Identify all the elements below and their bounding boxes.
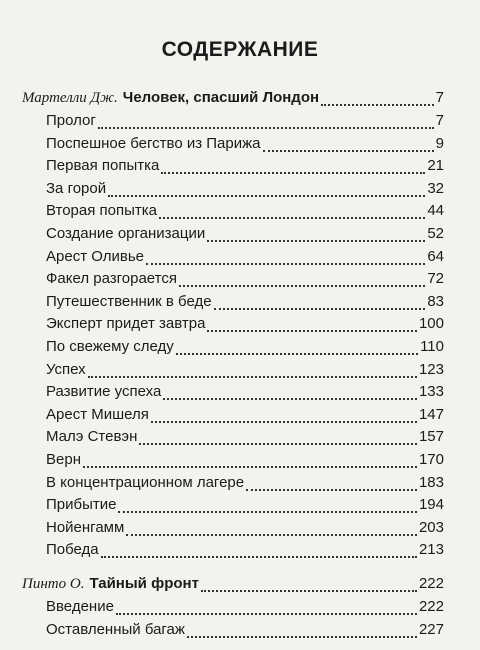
dot-leader [118,497,417,513]
toc-entry[interactable] [46,133,444,155]
page-number: 222 [418,598,444,615]
entry-title: Малэ Стевэн [46,428,138,446]
entry-title: Первая попытка [46,157,160,175]
toc-entry[interactable] [46,449,444,471]
toc-entry[interactable] [46,178,444,200]
toc-entry[interactable] [46,155,444,177]
page-number: 72 [427,270,444,288]
work-title: Тайный фронт [89,575,199,592]
entry-title: Создание организации [46,225,206,242]
dot-leader [201,576,417,592]
dot-leader [88,362,417,378]
entry-title: Введение [46,598,114,615]
dot-leader [159,203,425,219]
toc-entry[interactable] [46,223,444,245]
toc-entry[interactable] [46,246,444,268]
page-number: 32 [427,179,444,197]
entry-title: Эксперт придет завтра [46,315,206,333]
page-number: 110 [420,338,444,355]
entry-title: В концентрационном лагере [46,473,245,491]
entry-title: Успех [46,360,86,378]
page-number: 203 [418,518,444,536]
entry-title: Арест Мишеля [46,405,149,423]
page-number: 222 [418,575,444,592]
page-number: 147 [418,405,444,423]
entry-title: Верн [46,451,81,468]
toc-entry[interactable] [46,291,444,313]
toc-entry[interactable] [46,494,444,516]
toc-entry[interactable] [46,426,444,448]
page-number: 123 [418,360,444,378]
entry-title: Арест Оливье [46,247,144,265]
dot-leader [263,136,434,152]
toc-entry[interactable] [46,359,444,381]
dot-leader [246,475,417,491]
page-number: 7 [435,112,444,129]
page-number: 157 [418,428,444,446]
dot-leader [139,429,417,445]
entry-title: За горой [46,179,107,197]
toc-entry[interactable] [46,336,444,358]
dot-leader [161,158,425,174]
page-number: 83 [427,292,444,310]
author-name: Пинто О. [22,576,85,592]
entry-title: Путешественник в беде [46,292,212,310]
page-number: 133 [418,383,444,401]
page-number: 21 [427,157,444,175]
author-name: Мартелли Дж. [22,90,118,106]
page-number: 213 [418,541,444,559]
entry-title: Пролог [46,112,96,129]
page-number: 52 [427,225,444,242]
page-number: 170 [418,451,444,468]
dot-leader [83,452,417,468]
page-number: 100 [418,315,444,333]
dot-leader [176,339,418,355]
page-number: 64 [427,247,444,265]
page-number: 227 [418,620,444,638]
dot-leader [179,271,425,287]
toc-section-heading[interactable] [22,87,444,109]
entry-title: Вторая попытка [46,202,157,220]
entry-title: Победа [46,541,99,559]
dot-leader [151,407,417,423]
entry-title: Развитие успеха [46,383,162,401]
toc-entry[interactable] [46,313,444,335]
toc-section-heading[interactable] [22,573,444,595]
dot-leader [98,113,434,129]
toc-entry[interactable] [46,110,444,132]
dot-leader [101,542,417,558]
dot-leader [207,316,417,332]
dot-leader [214,294,426,310]
page-number: 9 [435,134,444,152]
toc-entry[interactable] [46,517,444,539]
dot-leader [207,226,425,242]
toc-entry[interactable] [46,539,444,561]
dot-leader [321,90,434,106]
toc-entry[interactable] [46,200,444,222]
page-number: 183 [418,473,444,491]
entry-title: Поспешное бегство из Парижа [46,134,261,152]
toc-entry[interactable] [46,596,444,618]
page-title: СОДЕРЖАНИЕ [161,38,319,61]
toc-entry[interactable] [46,472,444,494]
dot-leader [108,181,425,197]
page-number: 194 [418,496,444,514]
dot-leader [146,249,425,265]
toc-entry[interactable] [46,268,444,290]
work-title: Человек, спасший Лондон [122,89,320,106]
toc-entry[interactable] [46,404,444,426]
entry-title: Факел разгорается [46,270,177,288]
toc-entry[interactable] [46,619,444,641]
dot-leader [163,384,417,400]
entry-title: Прибытие [46,496,117,514]
page-number: 44 [427,202,444,220]
dot-leader [116,599,417,615]
toc-entry[interactable] [46,381,444,403]
dot-leader [187,622,417,638]
entry-title: Оставленный багаж [46,620,185,638]
entry-title: Нойенгамм [46,518,125,536]
dot-leader [126,520,417,536]
page-number: 7 [435,89,444,106]
entry-title: По свежему следу [46,338,174,355]
